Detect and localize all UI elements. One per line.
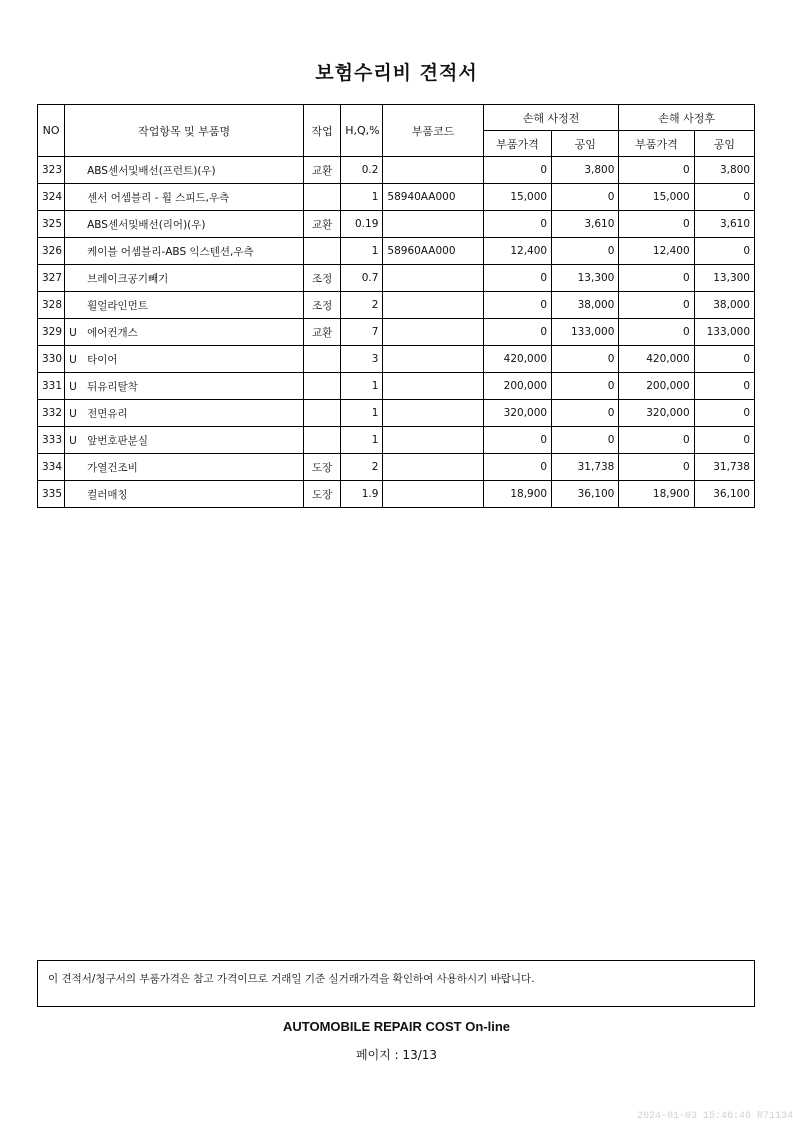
cell-part-code: 58960AA000: [383, 238, 483, 265]
cell-part-code: 58940AA000: [383, 184, 483, 211]
cell-item-name: [65, 427, 304, 454]
cell-no: 334: [38, 454, 65, 481]
cell-after-part-price: 320,000: [619, 400, 694, 427]
cell-item-label: 케이블 어셈블리-ABS 익스텐션,우측: [87, 245, 254, 258]
header-after-labor: 공임: [694, 131, 754, 157]
cell-before-part-price: 420,000: [483, 346, 551, 373]
cell-before-labor: 0: [552, 238, 619, 265]
cell-before-part-price: 0: [483, 319, 551, 346]
estimate-table: [37, 104, 755, 508]
cell-work: [304, 184, 341, 211]
cell-no: 323: [38, 157, 65, 184]
cell-flag: U: [69, 353, 77, 366]
cell-after-labor: 133,000: [694, 319, 754, 346]
cell-before-labor: 31,738: [552, 454, 619, 481]
cell-part-code: [383, 292, 483, 319]
cell-hq: 2: [341, 454, 383, 481]
cell-no: 324: [38, 184, 65, 211]
cell-hq: 2: [341, 292, 383, 319]
header-part-code: 부품코드: [383, 105, 483, 157]
cell-before-labor: 0: [552, 427, 619, 454]
cell-no: 330: [38, 346, 65, 373]
table-row: [38, 454, 755, 481]
cell-flag: U: [69, 434, 77, 447]
header-after-assessment: 손해 사정후: [619, 105, 755, 131]
cell-item-label: 타이어: [87, 353, 118, 366]
cell-before-labor: 0: [552, 346, 619, 373]
header-after-part-price: 부품가격: [619, 131, 694, 157]
cell-before-part-price: 200,000: [483, 373, 551, 400]
cell-after-part-price: 0: [619, 319, 694, 346]
header-before-assessment: 손해 사정전: [483, 105, 619, 131]
cell-after-labor: 13,300: [694, 265, 754, 292]
cell-part-code: [383, 265, 483, 292]
cell-before-labor: 13,300: [552, 265, 619, 292]
table-row: [38, 211, 755, 238]
cell-after-part-price: 0: [619, 292, 694, 319]
cell-after-labor: 0: [694, 400, 754, 427]
cell-no: 331: [38, 373, 65, 400]
cell-after-part-price: 200,000: [619, 373, 694, 400]
cell-item-name: [65, 373, 304, 400]
cell-after-labor: 31,738: [694, 454, 754, 481]
cell-no: 328: [38, 292, 65, 319]
cell-after-labor: 0: [694, 373, 754, 400]
cell-work: 도장: [304, 481, 341, 508]
header-hq: H,Q,%: [341, 105, 383, 157]
cell-item-name: [65, 454, 304, 481]
cell-item-name: [65, 211, 304, 238]
cell-before-labor: 3,800: [552, 157, 619, 184]
cell-hq: 0.2: [341, 157, 383, 184]
header-item: 작업항목 및 부품명: [65, 105, 304, 157]
cell-hq: 0.19: [341, 211, 383, 238]
table-row: [38, 346, 755, 373]
header-no: NO: [38, 105, 65, 157]
cell-before-part-price: 0: [483, 292, 551, 319]
cell-after-labor: 0: [694, 184, 754, 211]
cell-item-label: 휠얼라인먼트: [87, 299, 148, 312]
cell-hq: 3: [341, 346, 383, 373]
cell-before-part-price: 0: [483, 211, 551, 238]
cell-hq: 1: [341, 427, 383, 454]
cell-item-name: [65, 157, 304, 184]
cell-item-name: [65, 319, 304, 346]
cell-hq: 1: [341, 400, 383, 427]
table-row: [38, 427, 755, 454]
cell-before-labor: 133,000: [552, 319, 619, 346]
cell-item-name: [65, 238, 304, 265]
cell-part-code: [383, 400, 483, 427]
cell-part-code: [383, 427, 483, 454]
cell-part-code: [383, 481, 483, 508]
cell-before-part-price: 0: [483, 454, 551, 481]
cell-after-part-price: 0: [619, 454, 694, 481]
cell-after-labor: 0: [694, 238, 754, 265]
cell-item-name: [65, 481, 304, 508]
cell-no: 329: [38, 319, 65, 346]
cell-item-label: 앞번호판분실: [87, 434, 148, 447]
cell-work: 교환: [304, 319, 341, 346]
cell-work: [304, 400, 341, 427]
cell-work: 조정: [304, 265, 341, 292]
cell-before-part-price: 0: [483, 157, 551, 184]
cell-part-code: [383, 454, 483, 481]
cell-after-part-price: 12,400: [619, 238, 694, 265]
cell-hq: 1.9: [341, 481, 383, 508]
cell-before-part-price: 0: [483, 427, 551, 454]
cell-item-label: 에어컨개스: [87, 326, 138, 339]
cell-after-part-price: 0: [619, 427, 694, 454]
page-number: 페이지 : 13/13: [355, 1048, 438, 1062]
cell-work: 교환: [304, 157, 341, 184]
table-row: [38, 319, 755, 346]
cell-item-name: [65, 400, 304, 427]
cell-after-labor: 0: [694, 346, 754, 373]
cell-no: 327: [38, 265, 65, 292]
cell-hq: 1: [341, 184, 383, 211]
document-title: 보험수리비 견적서: [315, 62, 478, 84]
cell-after-labor: 38,000: [694, 292, 754, 319]
cell-before-part-price: 12,400: [483, 238, 551, 265]
cell-after-labor: 3,800: [694, 157, 754, 184]
cell-before-labor: 0: [552, 373, 619, 400]
cell-work: 교환: [304, 211, 341, 238]
cell-hq: 1: [341, 373, 383, 400]
cell-after-part-price: 0: [619, 211, 694, 238]
footer-title: AUTOMOBILE REPAIR COST On-line: [282, 1019, 511, 1034]
cell-flag: U: [69, 407, 77, 420]
cell-work: 도장: [304, 454, 341, 481]
cell-part-code: [383, 211, 483, 238]
table-row: [38, 157, 755, 184]
cell-work: [304, 373, 341, 400]
cell-item-name: [65, 292, 304, 319]
cell-part-code: [383, 319, 483, 346]
estimate-rows: [38, 157, 755, 508]
cell-hq: 0.7: [341, 265, 383, 292]
cell-item-name: [65, 346, 304, 373]
cell-no: 332: [38, 400, 65, 427]
table-row: [38, 238, 755, 265]
table-row: [38, 265, 755, 292]
cell-part-code: [383, 346, 483, 373]
cell-part-code: [383, 157, 483, 184]
cell-before-labor: 0: [552, 184, 619, 211]
cell-item-label: 가열건조비: [87, 461, 138, 474]
cell-after-labor: 36,100: [694, 481, 754, 508]
cell-before-part-price: 0: [483, 265, 551, 292]
cell-no: 325: [38, 211, 65, 238]
cell-after-part-price: 18,900: [619, 481, 694, 508]
header-before-part-price: 부품가격: [483, 131, 551, 157]
cell-work: [304, 238, 341, 265]
cell-item-name: [65, 265, 304, 292]
cell-after-part-price: 420,000: [619, 346, 694, 373]
table-row: [38, 373, 755, 400]
header-work: 작업: [304, 105, 341, 157]
cell-work: [304, 346, 341, 373]
cell-item-label: 브레이크공기빼기: [87, 272, 169, 285]
table-row: [38, 292, 755, 319]
cell-after-labor: 3,610: [694, 211, 754, 238]
cell-before-labor: 36,100: [552, 481, 619, 508]
cell-after-part-price: 15,000: [619, 184, 694, 211]
cell-item-label: 뒤유리탈착: [87, 380, 138, 393]
table-row: [38, 184, 755, 211]
cell-hq: 7: [341, 319, 383, 346]
cell-no: 335: [38, 481, 65, 508]
cell-item-label: 전면유리: [87, 407, 128, 420]
cell-before-labor: 38,000: [552, 292, 619, 319]
timestamp-watermark: 2024-01-03 15:46:46 R71134: [636, 1111, 793, 1122]
cell-work: 조정: [304, 292, 341, 319]
cell-hq: 1: [341, 238, 383, 265]
cell-before-labor: 3,610: [552, 211, 619, 238]
cell-item-name: [65, 184, 304, 211]
header-before-labor: 공임: [552, 131, 619, 157]
notice-text: 이 견적서/청구서의 부품가격은 참고 가격이므로 거래일 기준 실거래가격을 확인하여 사용하시기 바랍니다.: [48, 973, 535, 985]
cell-item-label: ABS센서및배선(프런트)(우): [87, 164, 216, 177]
cell-flag: U: [69, 380, 77, 393]
table-row: [38, 400, 755, 427]
cell-item-label: ABS센서및배선(리어)(우): [87, 218, 206, 231]
cell-item-label: 컬러매칭: [87, 488, 128, 501]
cell-after-labor: 0: [694, 427, 754, 454]
cell-after-part-price: 0: [619, 157, 694, 184]
cell-before-labor: 0: [552, 400, 619, 427]
cell-before-part-price: 18,900: [483, 481, 551, 508]
cell-no: 333: [38, 427, 65, 454]
cell-before-part-price: 15,000: [483, 184, 551, 211]
cell-after-part-price: 0: [619, 265, 694, 292]
cell-before-part-price: 320,000: [483, 400, 551, 427]
notice-box: [37, 960, 755, 1007]
cell-flag: U: [69, 326, 77, 339]
table-row: [38, 481, 755, 508]
cell-no: 326: [38, 238, 65, 265]
cell-part-code: [383, 373, 483, 400]
cell-work: [304, 427, 341, 454]
cell-item-label: 센서 어셈블리 - 휠 스피드,우측: [87, 191, 230, 204]
